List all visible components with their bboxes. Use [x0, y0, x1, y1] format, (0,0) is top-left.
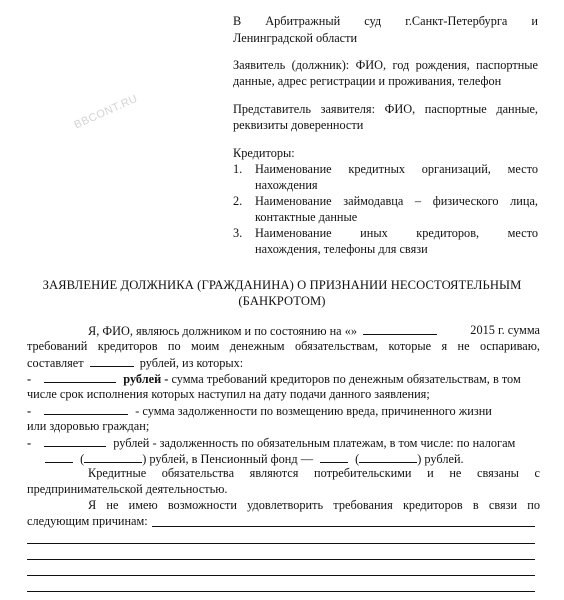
text-fragment: Я, ФИО, являюсь должником и по состоянию на «»: [88, 324, 357, 338]
creditors-label: Кредиторы:: [233, 146, 295, 160]
tax-amount-blank: [45, 450, 73, 463]
text-fragment: - сумма задолженности по возмещению вреда, причиненного жизни: [135, 404, 492, 418]
creditor-item-1: [233, 161, 538, 193]
creditor-item-2: [233, 193, 538, 225]
total-sum-blank: [90, 354, 134, 367]
paragraph-2-line-2: предпринимательской деятельностью.: [27, 482, 228, 496]
document-title-line-1: ЗАЯВЛЕНИЕ ДОЛЖНИКА (ГРАЖДАНИНА) О ПРИЗНАНИИ НЕСОСТОЯТЕЛЬНЫМ: [42, 278, 522, 292]
tax-amount-words-blank: [84, 450, 142, 463]
applicant-line-2: данные, адрес регистрации и проживания, телефон: [233, 74, 502, 88]
text-fragment: рублей, из которых:: [139, 356, 244, 370]
paragraph-2-line-1: Кредитные обязательства являются потребительскими и не связаны с: [88, 466, 540, 480]
blank-line: [27, 559, 535, 560]
amount-blank: [44, 434, 106, 447]
bullet-dash: -: [27, 436, 32, 450]
pension-amount-words-blank: [359, 450, 417, 463]
text-fragment: (: [80, 452, 85, 466]
text-fragment: (: [355, 452, 360, 466]
amount-blank: [44, 370, 116, 383]
text-fragment: составляет: [27, 356, 84, 370]
creditor-text-line-2: нахождения: [255, 178, 318, 192]
bold-fragment: рублей -: [123, 372, 169, 386]
bullet-3-line-1: [27, 434, 540, 451]
blank-line: [27, 543, 535, 544]
text-fragment: ) рублей.: [417, 452, 464, 466]
creditor-text-line-2: контактные данные: [255, 210, 358, 224]
reasons-blank-line: [152, 526, 535, 527]
date-blank: [363, 322, 437, 335]
text-fragment: 2015 г. сумма: [470, 323, 540, 337]
paragraph-1-line-3: [27, 354, 243, 371]
text-fragment: сумма требований кредиторов по денежным обязательствам, в том: [171, 372, 521, 386]
paragraph-3-line-1: Я не имею возможности удовлетворить требования кредиторов в связи по: [88, 498, 540, 512]
paragraph-3-line-2: следующим причинам:: [27, 514, 148, 528]
creditor-text-line-1: Наименование иных кредиторов, место: [255, 226, 538, 240]
text-fragment: рублей - задолженность по обязательным платежам, в том числе: по налогам: [113, 436, 516, 450]
representative-line-1: Представитель заявителя: ФИО, паспортные данные,: [233, 102, 538, 116]
representative-line-2: реквизиты доверенности: [233, 118, 364, 132]
blank-line: [27, 575, 535, 576]
bullet-2-line-2: или здоровью граждан;: [27, 419, 150, 433]
bullet-dash: -: [27, 372, 32, 386]
creditor-text-line-1: Наименование займодавца – физического лица,: [255, 194, 538, 208]
bullet-1-line-1: [27, 370, 540, 387]
court-line-2: Ленинградской области: [233, 31, 358, 45]
court-line-1: В Арбитражный суд г.Санкт-Петербурга и: [233, 14, 538, 28]
document-title-line-2: (БАНКРОТОМ): [238, 294, 326, 308]
creditor-number: 1.: [233, 162, 243, 176]
amount-blank: [44, 402, 128, 415]
creditor-text-line-1: Наименование кредитных организаций, место: [255, 162, 538, 176]
bullet-1-line-2: числе срок исполнения которых наступил на дату подачи данного заявления;: [27, 387, 430, 401]
bullet-dash: -: [27, 404, 32, 418]
creditor-item-3: [233, 225, 538, 257]
text-fragment: ) рублей, в Пенсионный фонд —: [142, 452, 313, 466]
paragraph-1-line-1: [88, 322, 540, 339]
creditor-text-line-2: нахождения, телефоны для связи: [255, 242, 428, 256]
creditor-number: 3.: [233, 226, 243, 240]
applicant-line-1: Заявитель (должник): ФИО, год рождения, паспортные: [233, 58, 538, 72]
watermark: BBCONT.RU: [72, 92, 140, 132]
bullet-2-line-1: [27, 402, 540, 419]
blank-line: [27, 591, 535, 592]
paragraph-1-line-2: требований кредиторов по моим денежным обязательствам, которые я не оспариваю,: [27, 339, 540, 353]
creditor-number: 2.: [233, 194, 243, 208]
pension-amount-blank: [320, 450, 348, 463]
